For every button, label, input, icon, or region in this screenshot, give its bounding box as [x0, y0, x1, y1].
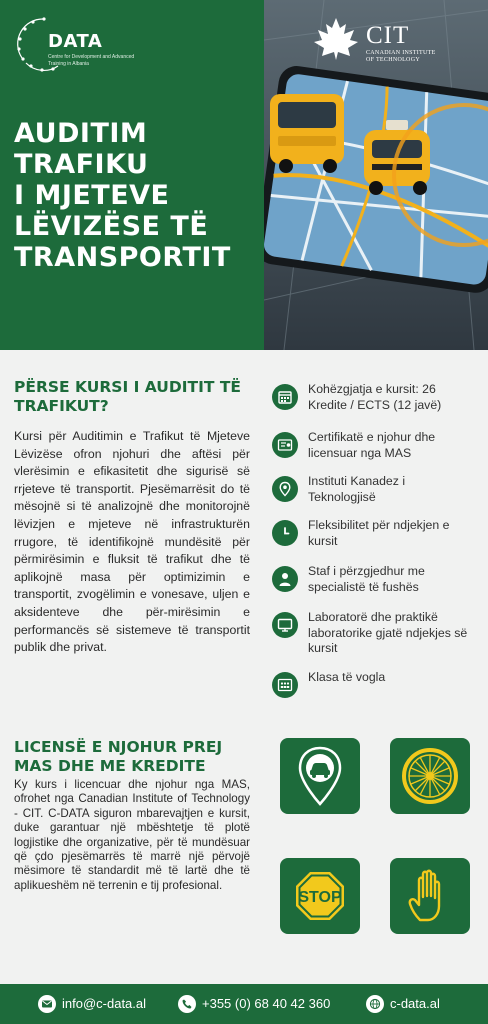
traffic-icon-tiles [280, 738, 470, 938]
car-location-icon [290, 744, 350, 808]
why-heading: PËRSE KURSI I AUDITIT TË TRAFIKUT? [14, 378, 241, 415]
footer-phone-text[interactable]: +355 (0) 68 40 42 360 [202, 996, 331, 1011]
hero-title [14, 118, 260, 273]
contact-footer [0, 984, 488, 1024]
tile-wheel [390, 738, 470, 814]
cit-logo-sub-line: CANADIAN INSTITUTE [366, 50, 436, 56]
tile-car-location [280, 738, 360, 814]
certificate-icon [272, 432, 298, 458]
classroom-icon [272, 672, 298, 698]
feature-text: Klasa të vogla [308, 670, 386, 684]
hero-banner [0, 0, 488, 350]
email-icon [38, 995, 56, 1013]
why-body: Kursi për Auditimin e Trafikut të Mjeteve Lëvizëse ofron njohuri dhe aftësi për vlerësimin e efikasitetit dhe sigurisë së rrjeteve të transportit. Pjesëmarrësit do të mësojnë si të analizojnë dhe monitorojnë lëvizjen e mjeteve në infrastrukturën rrugore, të identifikojnë mundësitë për përmirësimin e fluksit të trafikut dhe të aplikojnë masa për optimizimin e transportit, zvogëlimin e vonesave, uljen e aksidenteve dhe për-mirësimin e performancës së sistemeve të transportit publik dhe privat. [14, 429, 250, 655]
feature-text: Staf i përzgjedhur me specialistë të fushës [308, 564, 425, 594]
why-section [14, 378, 250, 657]
cit-logo-word: CIT [366, 22, 410, 49]
hero-title-line: I MJETEVE [14, 180, 170, 211]
monitor-icon [272, 612, 298, 638]
clock-icon [272, 520, 298, 546]
tile-hand-stop [390, 858, 470, 934]
calendar-icon [272, 384, 298, 410]
hand-stop-icon [400, 864, 460, 928]
maple-leaf-icon [312, 16, 360, 62]
data-logo-word: DATA [48, 31, 103, 52]
location-pin-icon [272, 476, 298, 502]
footer-website-text[interactable]: c-data.al [390, 996, 440, 1011]
hero-title-line: AUDITIM [14, 118, 148, 149]
phone-icon [178, 995, 196, 1013]
tile-stop-sign [280, 858, 360, 934]
cit-logo-sub-line: OF TECHNOLOGY [366, 57, 420, 63]
feature-text: Certifikatë e njohur dhe licensuar nga MAS [308, 430, 436, 460]
stop-sign-icon [290, 864, 350, 928]
license-section [14, 778, 250, 893]
hero-photo [264, 0, 488, 350]
feature-text: Kohëzgjatja e kursit: 26 Kredite / ECTS (12 javë) [308, 382, 442, 412]
cit-logo [312, 16, 472, 66]
feature-text: Instituti Kanadez i Teknologjisë [308, 474, 406, 504]
wheel-icon [400, 744, 460, 808]
hero-title-line: TRANSPORTIT [14, 242, 231, 273]
license-heading: LICENSË E NJOHUR PREJ MAS DHE ME KREDITE [14, 738, 223, 775]
cit-logo-subtitle [366, 50, 436, 64]
globe-icon [366, 995, 384, 1013]
stop-sign-label: STOP [298, 889, 342, 906]
data-logo-subtitle: Centre for Development and Advanced Training in Albania [48, 54, 135, 67]
feature-text: Laboratorë dhe praktikë laboratorike gjatë ndjekjes së kursit [308, 610, 468, 655]
license-body: Ky kurs i licencuar dhe njohur nga MAS, ofrohet nga Canadian Institute of Technology - CIT. C-DATA siguron mbarevajtjen e kursit, duke garantuar një mbështetje të plotë logjistike dhe organizative, për të mundësuar që çdo pjesëmarrës të marrë një përvojë mësimore të standardit më të lartë dhe të aplikueshëm në terrenin e tij profesional. [14, 778, 250, 892]
footer-email-text[interactable]: info@c-data.al [62, 996, 147, 1011]
feature-text: Fleksibilitet për ndjekjen e kursit [308, 518, 450, 548]
hero-green-panel [0, 0, 264, 350]
hero-title-line: LËVIZËSE TË [14, 211, 209, 242]
hero-title-line: TRAFIKU [14, 149, 149, 180]
person-icon [272, 566, 298, 592]
data-logo [14, 14, 154, 84]
